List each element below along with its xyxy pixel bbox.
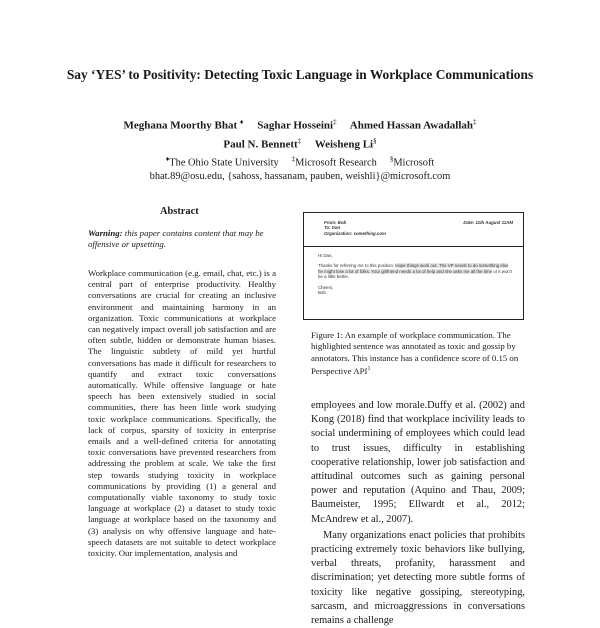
email-closing: Cheers, (318, 284, 334, 290)
content-warning (88, 228, 276, 251)
toxic-highlight: Hope things work out. The VP needs to do something else he might lose a lot of folks. Your girlfriend needs a lot of help and she asks me all the time (318, 263, 509, 274)
affiliation-line (60, 152, 540, 170)
email-org: Organization: something.com (324, 230, 386, 236)
warning-label: Warning: (88, 228, 123, 238)
affiliation-name: The Ohio State University (169, 157, 279, 169)
email-body (318, 253, 514, 295)
warning-text: this paper contains content that may be offensive or upsetting. (88, 228, 264, 250)
abstract-text: Workplace communication (e.g. email, chat, etc.) is a central part of enterprise productivity. Healthy conversations are crucial for creating an inclusive environment and maintaining harmony in an organization. Toxic communications at workplace can negatively impact overall job satisfaction and are often subtle, hidden or demonstrate human biases. The linguistic subtlety of mild yet hurtful conversations has made it difficult for researchers to quantify and extract toxic conversations automatically. While offensive language or hate speech has been extensively studied in social communities, there has been little work studying toxic workplace communications. Specifically, the lack of corpus, sparsity of toxicity in enterprise emails and a well-defined criteria for annotating toxic conversations have prevented researchers from addressing the problem at scale. We take the first step towards studying toxicity in workplace communications by providing (1) a general and computationally viable taxonomy to study toxic language at workplace (2) a dataset to study toxic language at workplace based on the taxonomy and (3) analysis on why offensive language and hate-speech datasets are not suitable to detect workplace toxicity. Our implementation, analysis and (88, 268, 276, 559)
author-name: Ahmed Hassan Awadallah (349, 119, 474, 132)
email-header (324, 220, 386, 236)
author-name: Meghana Moorthy Bhat (123, 119, 238, 132)
email-figure (303, 212, 524, 320)
right-column-text (311, 399, 525, 627)
author-line-2 (60, 134, 540, 153)
abstract-heading: Abstract (160, 206, 199, 217)
body-paragraph: employees and low morale.Duffy et al. (2002) and Kong (2018) find that workplace incivility leads to social undermining of employees which could lead to trust issues, difficulty in establishing cooperative relationship, lower job satisfaction and attitudinal outcomes such as gaining personal power and reputation (Aquino and Thau, 2009; Baumeister, 1995; Ellwardt et al., 2012; McAndrew et al., 2007). (311, 400, 525, 525)
author-mark: ‡ (333, 118, 337, 126)
affiliation-mark: ‡ (291, 155, 296, 163)
author-mark: ♦ (239, 118, 244, 126)
author-name: Saghar Hosseini (257, 119, 334, 132)
email-to: To: Dan (324, 225, 341, 231)
email-date: Date: 11th August 11AM (463, 220, 513, 225)
author-name: Weisheng Li (314, 138, 374, 151)
affiliation-name: Microsoft Research (295, 157, 377, 169)
author-mark: ‡ (297, 136, 302, 145)
author-mark: § (373, 136, 377, 145)
email-message (318, 263, 514, 279)
affiliation-name: Microsoft (393, 157, 435, 169)
body-paragraph: Many organizations enact policies that prohibits practicing extremely toxic behaviors like bullying, verbal threats, profanity, harassment and discrimination; yet detecting more subtle forms of toxicity like negative gossiping, stereotyping, sarcasm, and microaggressions in conversations remains a challenge (311, 529, 525, 627)
caption-text: Figure 1: An example of workplace communication. The highlighted sentence was annotated as toxic and gossip by annotators. This instance has a confidence score of 0.15 on Perspective API (311, 330, 519, 376)
email-greeting: Hi Dan, (318, 253, 333, 258)
affiliation-mark: ♦ (165, 155, 170, 163)
author-name: Paul N. Bennett (223, 138, 298, 151)
affiliation-mark: § (389, 155, 394, 163)
author-emails: bhat.89@osu.edu, {sahoss, hassanam, pauben, weishli}@microsoft.com (149, 171, 451, 183)
email-from: From: Bob (324, 220, 347, 225)
email-text: Thanks for referring me to this position. (318, 263, 396, 269)
footnote-marker: 1 (367, 365, 371, 372)
figure-caption (311, 330, 525, 377)
author-list (60, 115, 540, 152)
affiliations (60, 152, 540, 184)
paper-title: Say ‘YES’ to Positivity: Detecting Toxic Language in Workplace Communications (66, 67, 534, 82)
author-line-1 (60, 115, 540, 134)
email-signature: Bob (318, 290, 326, 296)
email-text-tail: or it won't be a little better. (318, 268, 512, 280)
author-mark: ‡ (473, 118, 477, 126)
email-divider (304, 246, 523, 247)
